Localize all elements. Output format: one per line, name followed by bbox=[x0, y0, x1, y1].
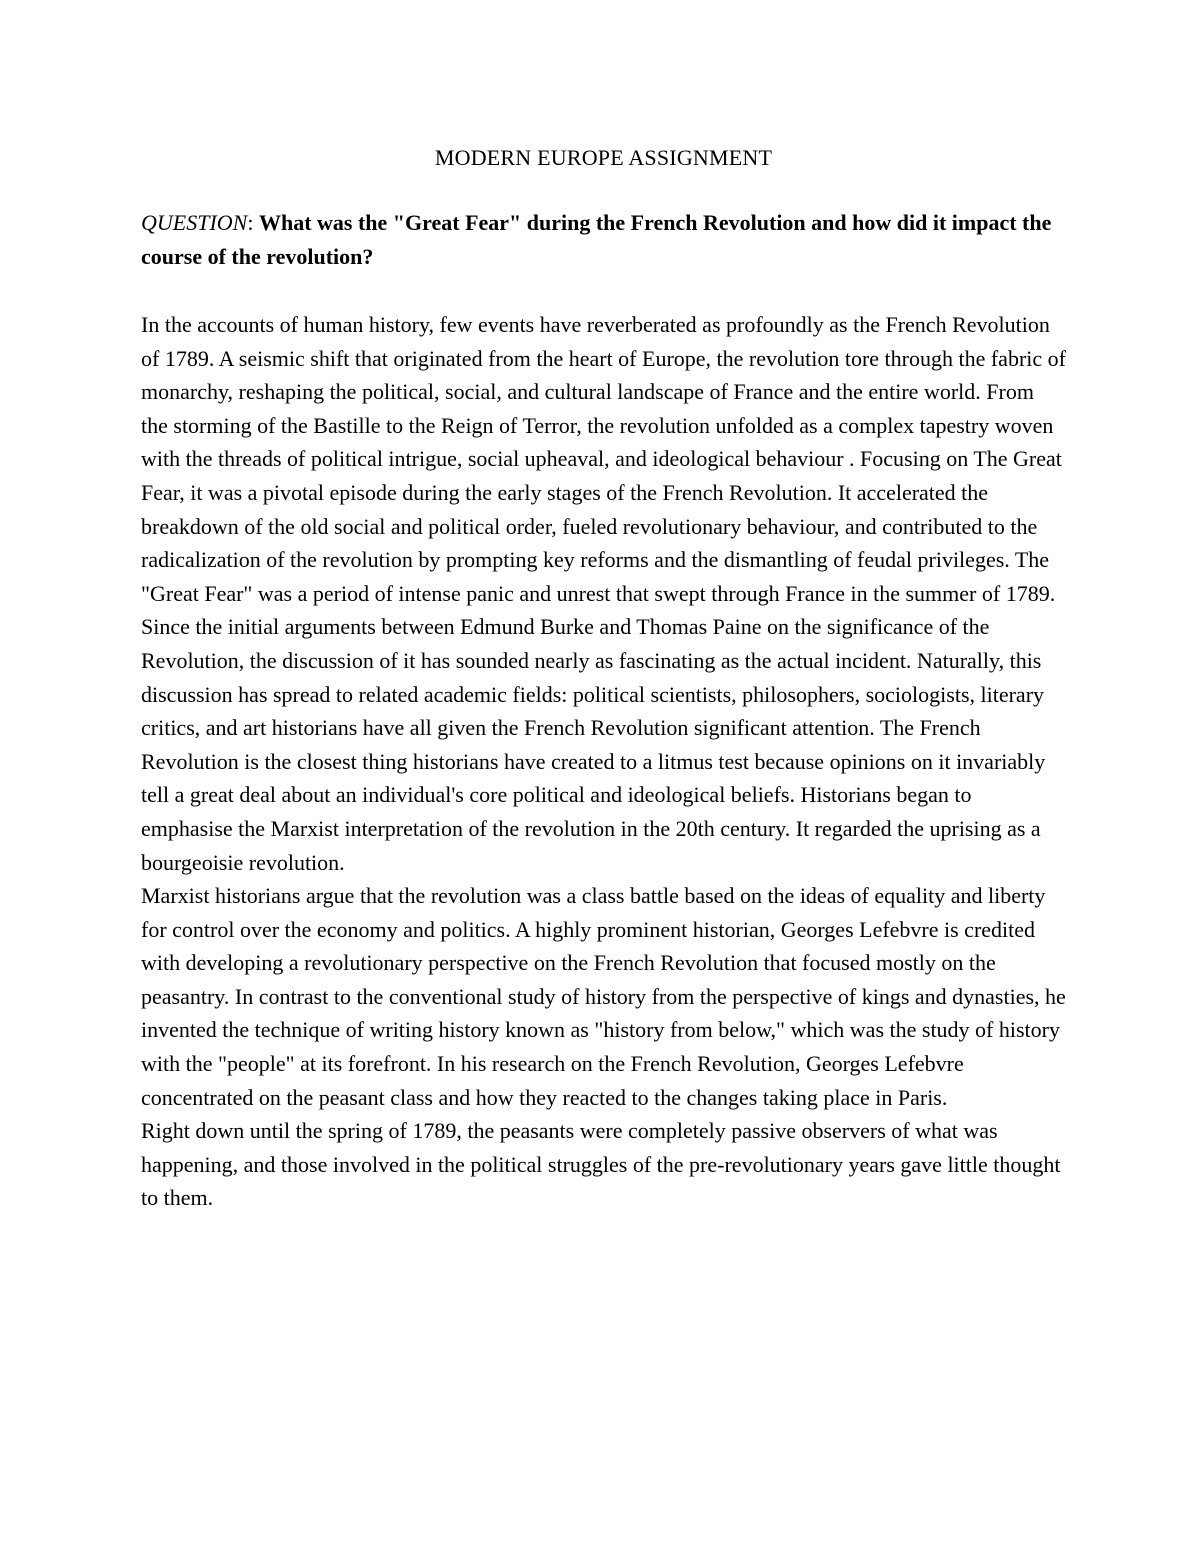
question-block bbox=[141, 206, 1066, 274]
essay-body bbox=[141, 308, 1066, 1215]
essay-paragraph-1: In the accounts of human history, few events have reverberated as profoundly as the French Revolution of 1789. A seismic shift that originated from the heart of Europe, the revolution tore through the fabric of monarchy, reshaping the political, social, and cultural landscape of France and the entire world. From the storming of the Bastille to the Reign of Terror, the revolution unfolded as a complex tapestry woven with the threads of political intrigue, social upheaval, and ideological behaviour . Focusing on The Great Fear, it was a pivotal episode during the early stages of the French Revolution. It accelerated the breakdown of the old social and political order, fueled revolutionary behaviour, and contributed to the radicalization of the revolution by prompting key reforms and the dismantling of feudal privileges. The "Great Fear" was a period of intense panic and unrest that swept through France in the summer of 1789. bbox=[141, 312, 1066, 606]
document-content bbox=[141, 141, 1066, 1215]
document-title: MODERN EUROPE ASSIGNMENT bbox=[434, 145, 773, 170]
question-label: QUESTION bbox=[141, 210, 248, 235]
essay-paragraph-2: Since the initial arguments between Edmund Burke and Thomas Paine on the significance of the Revolution, the discussion of it has sounded nearly as fascinating as the actual incident. Naturally, this discussion has spread to related academic fields: political scientists, philosophers, sociologists, literary critics, and art historians have all given the French Revolution significant attention. The French Revolution is the closest thing historians have created to a litmus test because opinions on it invariably tell a great deal about an individual's core political and ideological beliefs. Historians began to emphasise the Marxist interpretation of the revolution in the 20th century. It regarded the uprising as a bourgeoisie revolution. bbox=[141, 614, 1046, 875]
question-text: What was the "Great Fear" during the French Revolution and how did it impact the course of the revolution? bbox=[141, 210, 1052, 269]
essay-paragraph-3: Marxist historians argue that the revolution was a class battle based on the ideas of equality and liberty for control over the economy and politics. A highly prominent historian, Georges Lefebvre is credited with developing a revolutionary perspective on the French Revolution that focused mostly on the peasantry. In contrast to the conventional study of history from the perspective of kings and dynasties, he invented the technique of writing history known as "history from below," which was the study of history with the "people" at its forefront. In his research on the French Revolution, Georges Lefebvre concentrated on the peasant class and how they reacted to the changes taking place in Paris. bbox=[141, 883, 1066, 1110]
essay-paragraph-4: Right down until the spring of 1789, the peasants were completely passive observers of what was happening, and those involved in the political struggles of the pre-revolutionary years gave little thought to them. bbox=[141, 1118, 1061, 1211]
question-separator: : bbox=[247, 210, 259, 235]
